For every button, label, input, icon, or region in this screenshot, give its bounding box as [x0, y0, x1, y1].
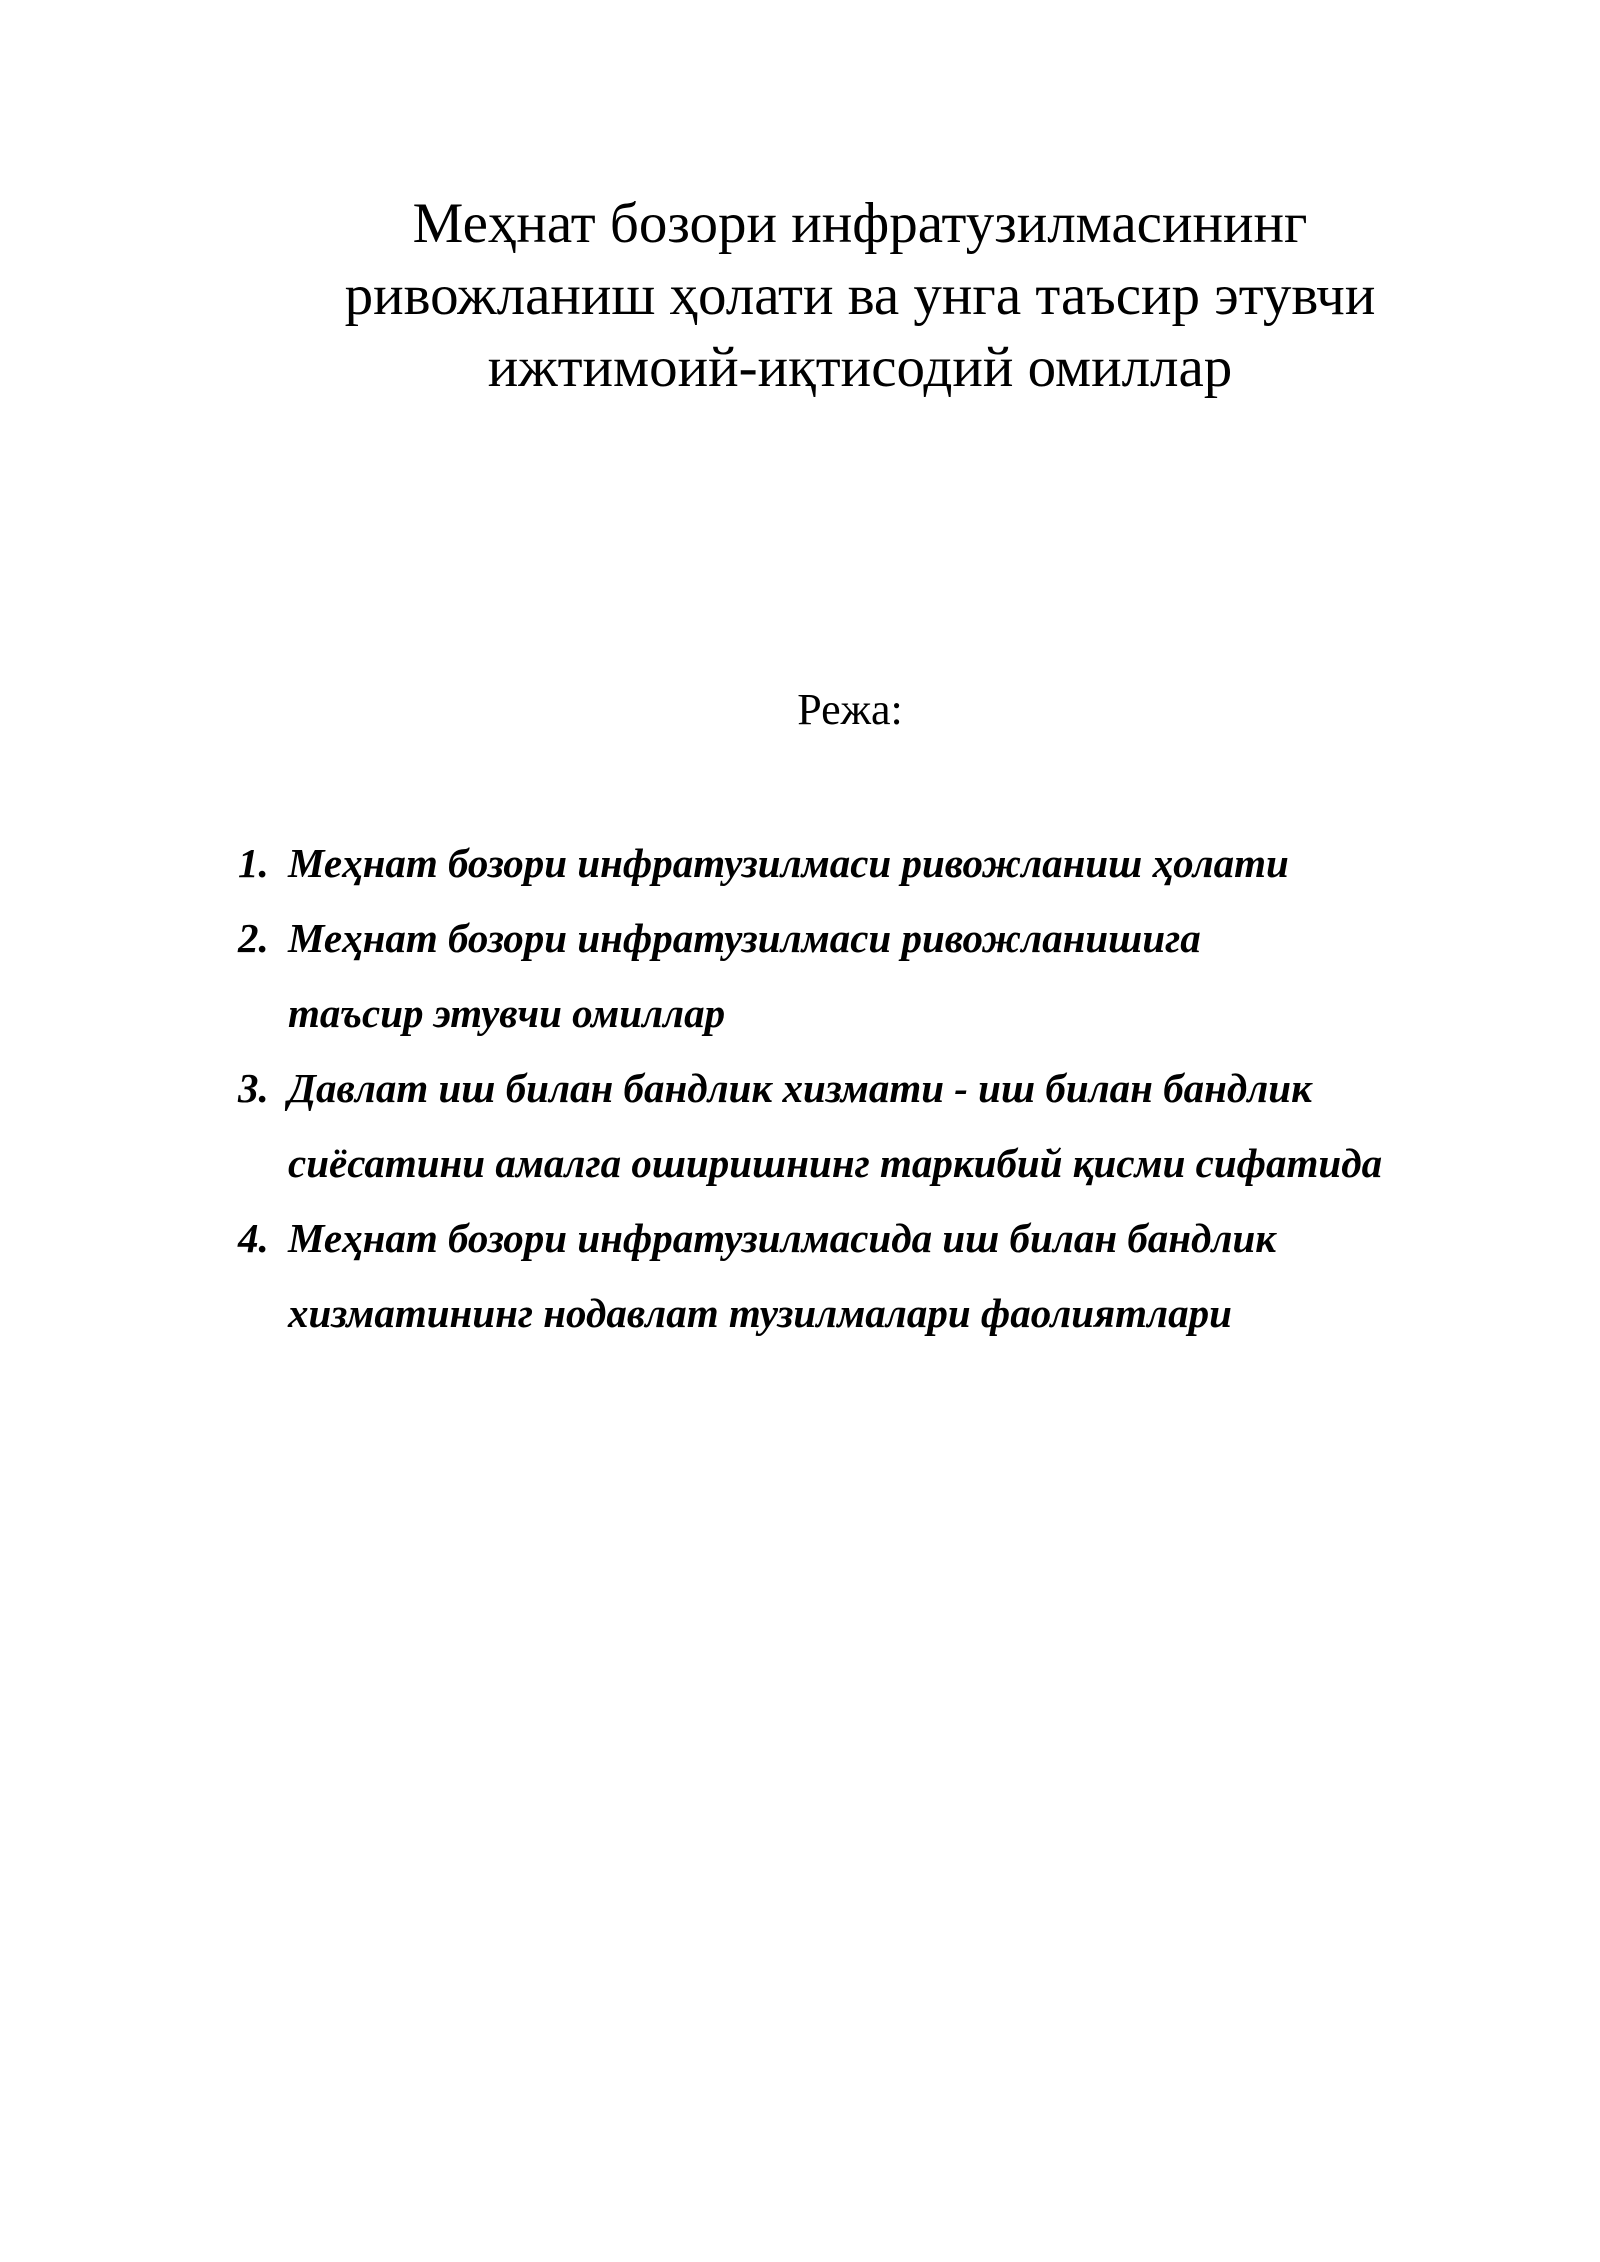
title-line: ижтимоий-иқтисодий омиллар [487, 336, 1233, 400]
plan-item-text: Меҳнат бозори инфратузилмаси ривожланишига таъсир этувчи омиллар [288, 915, 1201, 1036]
plan-heading: Режа: [797, 685, 903, 734]
plan-item-text: Меҳнат бозори инфратузилмаси ривожланиш ҳолати [288, 840, 1289, 886]
plan-item-number: 4. [238, 1215, 269, 1261]
plan-item-number: 2. [238, 915, 269, 961]
title-line: ривожланиш ҳолати ва унга таъсир этувчи [344, 264, 1376, 328]
plan-item [238, 901, 1498, 1051]
plan-item [238, 826, 1498, 901]
plan-item [238, 1051, 1498, 1201]
plan-item-text: Давлат иш билан бандлик хизмати - иш билан бандлик сиёсатини амалга оширишнинг таркибий қисми сифатида [288, 1065, 1383, 1186]
plan-list [238, 826, 1498, 1351]
title-line: Меҳнат бозори инфратузилмасининг [412, 192, 1308, 256]
document-title [220, 188, 1500, 404]
plan-item [238, 1201, 1498, 1351]
plan-item-text: Меҳнат бозори инфратузилмасида иш билан бандлик хизматининг нодавлат тузилмалари фаолиятлари [288, 1215, 1277, 1336]
plan-item-number: 3. [238, 1065, 269, 1111]
plan-item-number: 1. [238, 840, 269, 886]
